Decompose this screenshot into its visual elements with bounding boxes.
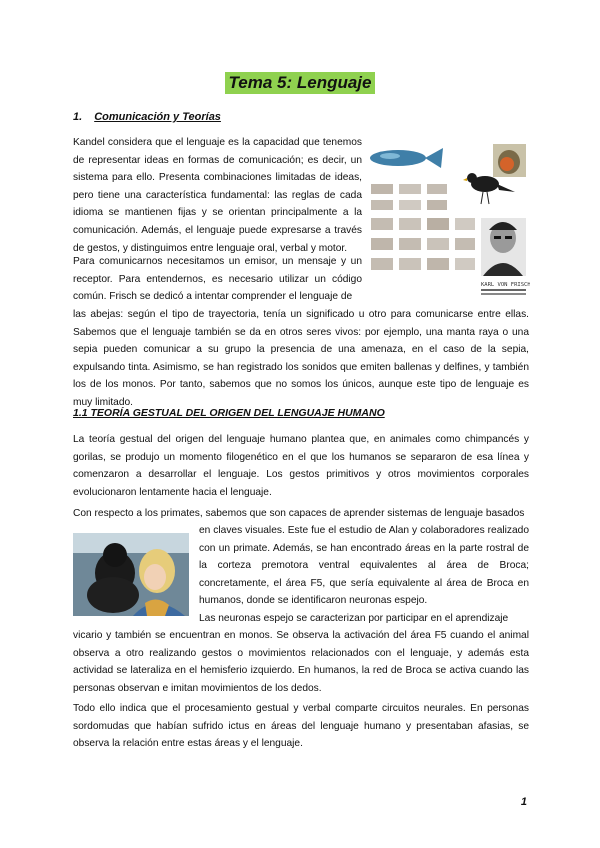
paragraph-5a: Las neuronas espejo se caracterizan por participar en el aprendizaje xyxy=(199,613,509,624)
svg-text:KARL VON FRISCH: KARL VON FRISCH xyxy=(481,282,530,288)
paragraph-5b: vicario y también se encuentran en monos. Se observa la activación del área F5 cuando el animal observa a otro realizando gestos o movimientos relacionados con el lenguaje, y además esta actividad se lateraliza en el hemisferio izquierdo. En humanos, la red de Broca se activa cuando las personas observan e imitan movimientos de los dedos. xyxy=(73,630,529,694)
paragraph-1: Kandel considera que el lenguaje es la capacidad que tenemos de representar ideas en formas de comunicación; es decir, un sistema para ello. Presenta combinaciones limitadas de ideas, pero tiene una característica fundamental: las reglas de cada idioma se mantienen fijas y se orientan principalmente a la comunicación. Además, el lenguaje puede expresarse a través de gestos, y distinguimos entre lenguaje oral, verbal y motor. xyxy=(73,137,362,254)
frisch-portrait xyxy=(481,218,526,276)
page-title: Tema 5: Lenguaje xyxy=(225,72,376,94)
blackbird-illustration xyxy=(463,173,515,204)
paragraph-4b: en claves visuales. Este fue el estudio de Alan y colaboradores realizado con un primate. Además, se han encontrado áreas en la parte rostral de la corteza premotora ventral equivalentes al área de Broca; concretamente, el área F5, que sería equivalente al área de Broca en humanos, donde se identificaron neuronas espejo. xyxy=(199,525,529,607)
paragraph-4a: Con respecto a los primates, sabemos que son capaces de aprender sistemas de lenguaje basados xyxy=(73,508,525,519)
paragraph-6: Todo ello indica que el procesamiento gestual y verbal comparte circuitos neurales. En personas sordomudas que habían sufrido ictus en áreas del lenguaje humano y presentaban afasias, se observa la relación entre estas áreas y el lenguaje. xyxy=(73,703,529,750)
title-wrap xyxy=(0,72,600,94)
paragraph-2a: Para comunicarnos necesitamos un emisor, un mensaje y un receptor. Para entendernos, es necesario utilizar un código común. Frisch se dedicó a intentar comprender el lenguaje de xyxy=(73,256,362,303)
figure-lettering xyxy=(481,282,530,295)
animal-communication-figure xyxy=(365,140,530,300)
section-number: 1. xyxy=(73,111,83,123)
woman-gorilla-image xyxy=(73,533,189,616)
page-number: 1 xyxy=(520,796,527,808)
paragraph-3: La teoría gestual del origen del lenguaje humano plantea que, en animales como chimpancés y gorilas, se produjo un momento filogenético en el que los humanos se separaron de esa línea y comenzaron a desarrollar el lenguaje. Los gestos primitivos y otros movimientos corporales evolucionaron lentamente hacia el lenguaje. xyxy=(73,434,529,498)
gorilla-photo xyxy=(73,533,189,616)
section-heading-1 xyxy=(73,111,221,123)
robin-photo xyxy=(493,144,526,177)
section-heading-1-1: 1.1 TEORÍA GESTUAL DEL ORIGEN DEL LENGUAJE HUMANO xyxy=(73,407,385,419)
fish-illustration xyxy=(370,148,443,168)
animal-collage-image xyxy=(365,140,530,300)
section-title: Comunicación y Teorías xyxy=(94,111,221,123)
bird-sketch-grid xyxy=(371,184,475,270)
paragraph-2b: las abejas: según el tipo de trayectoria, tenía un significado u otro para comunicarse entre ellas. Sabemos que el lenguaje también se da en otros seres vivos: por ejemplo, una manta raya o una sepia pueden comunicar a su grupo la presencia de una amenaza, en el caso de la sepia, expulsando tinta. Asimismo, se han registrado los sonidos que emiten ballenas y delfines, y también los de los monos. Por tanto, sabemos que no somos los únicos, aunque este tipo de lenguaje es muy limitado. xyxy=(73,309,529,408)
